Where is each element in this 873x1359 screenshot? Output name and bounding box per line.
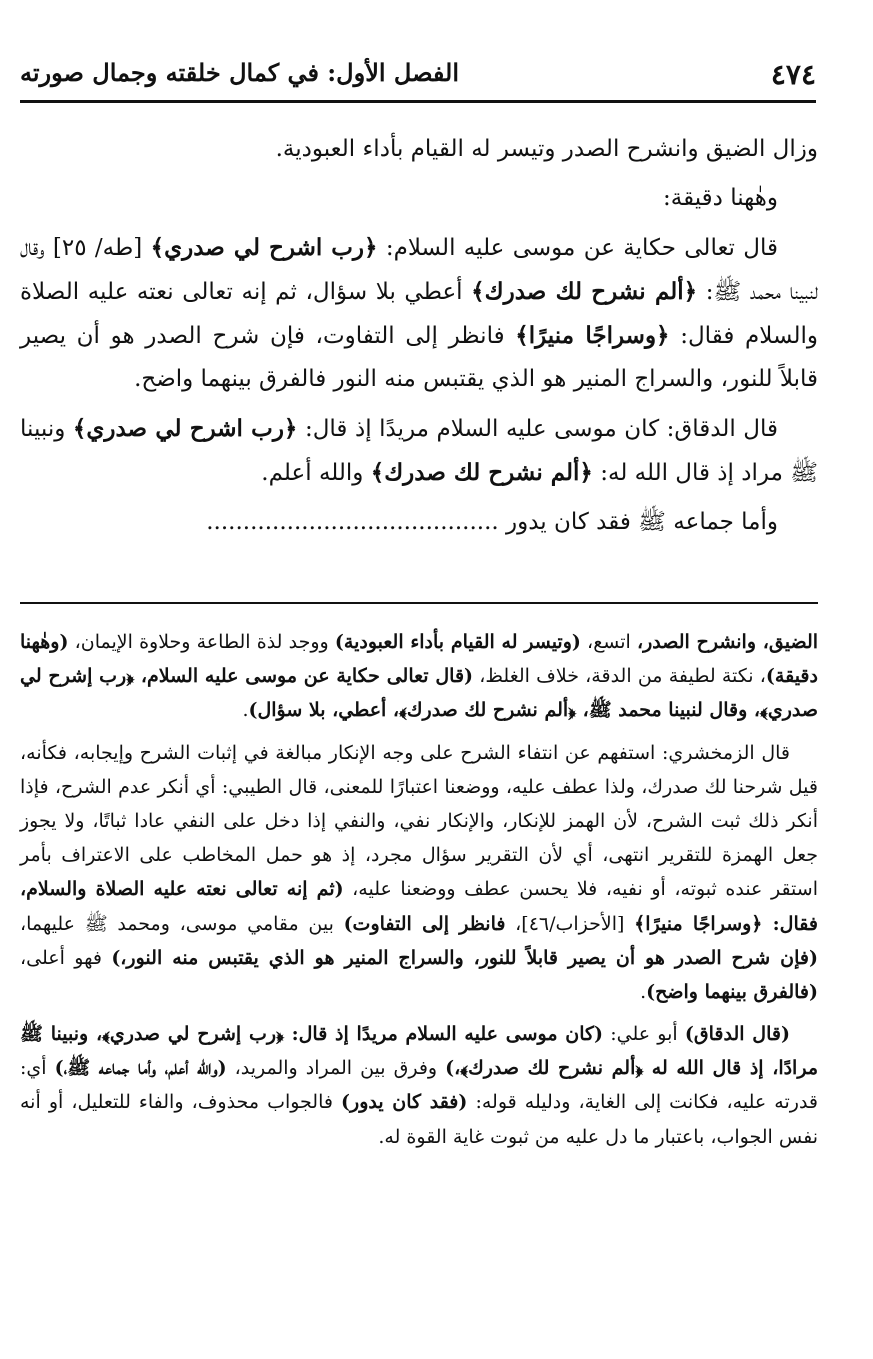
running-title: الفصل الأول: في كمال خلقته وجمال صورته [20, 58, 460, 87]
commentary-span: فهو أعلى، [20, 946, 112, 969]
main-paragraph-4 [20, 407, 818, 495]
commentary-span: . [242, 699, 249, 722]
commentary-span: اتسع، [580, 631, 637, 653]
commentary-span: أي: قدرته عليه، فكانت إلى الغاية، ودليله قوله: [20, 1057, 819, 1114]
commentary-bold: الضيق، وانشرح الصدر، [637, 631, 819, 653]
main-text-span: أعطي بلا سؤال، ثم إنه تعالى نعته عليه الصلاة والسلام فقال: [20, 279, 818, 349]
main-paragraph-3 [20, 226, 818, 401]
main-text-span: ونبينا ﷺ مراد إذ قال الله له: [20, 416, 818, 486]
main-text-span: وزال الضيق وانشرح الصدر وتيسر له القيام بأداء العبودية. [275, 136, 818, 162]
main-text [20, 128, 818, 550]
commentary-span: . [640, 980, 647, 1003]
main-text-span: وأما جماعه ﷺ فقد كان يدور [498, 509, 778, 535]
page-number: ٤٧٤ [770, 58, 816, 91]
quran-verse: ﴿ألم نشرح لك صدرك﴾ [370, 459, 593, 486]
commentary-bold: (قال تعالى حكاية عن موسى عليه السلام، ﴿رب إشرح لي صدري﴾، وقال لنبينا محمد ﷺ، ﴿ألم نشرح لك صدرك﴾، أعطي، بلا سؤال) [20, 665, 818, 722]
ellipsis-dots: ........................................ [206, 509, 499, 535]
commentary-bold: (كان موسى عليه السلام مريدًا إذ قال: ﴿رب إشرح لي صدري﴾، ونبينا ﷺ مرادًا، إذ قال الله له ﴿ألم نشرح لك صدرك﴾،) [20, 1023, 819, 1080]
commentary-divider [20, 602, 818, 604]
commentary-paragraph-3 [20, 1017, 818, 1154]
commentary-bold: (وهٰهنا دقيقة) [20, 631, 818, 688]
commentary-span: أبو علي: [603, 1023, 685, 1046]
main-paragraph-2 [20, 177, 818, 220]
commentary-span: [الأحزاب/٤٦]، [505, 912, 635, 935]
commentary-bold: (قال الدقاق) [684, 1023, 790, 1046]
quran-verse: ﴿رب اشرح لي صدري﴾ [150, 234, 378, 261]
commentary-paragraph-2 [20, 736, 818, 1010]
quran-verse: ﴿ألم نشرح لك صدرك﴾ [471, 278, 698, 305]
main-text-span: وهٰهنا دقيقة: [663, 185, 778, 211]
commentary-bold: (فإن شرح الصدر هو أن يصير قابلاً للنور، والسراج المنير هو الذي يقتبس منه النور،) [111, 946, 818, 969]
commentary-bold: (وتيسر له القيام بأداء العبودية) [334, 631, 581, 653]
header-rule [20, 100, 816, 103]
commentary-span: بين مقامي موسى، ومحمد ﷺ عليهما، [20, 912, 344, 935]
commentary-span: فالجواب محذوف، والفاء للتعليل، أو أنه نفس الجواب، باعتبار ما دل عليه من ثبوت غاية القوة له. [20, 1091, 818, 1148]
commentary-paragraph-1 [20, 625, 818, 728]
main-text-span: والله أعلم. [261, 460, 371, 486]
commentary-bold: (والله أعلم، وأما جماعه ﷺ،) [54, 1057, 227, 1080]
main-text-span: [طه/ ٢٥] وقال لنبينا محمد ﷺ: [20, 235, 818, 305]
commentary-bold: (فالفرق بينهما واضح) [646, 980, 818, 1003]
main-text-span: قال تعالى حكاية عن موسى عليه السلام: [377, 235, 778, 261]
commentary-bold: (ثم إنه تعالى نعته عليه الصلاة والسلام، فقال: ﴿وسراجًا منيرًا﴾ [20, 878, 818, 935]
commentary-bold: (فقد كان يدور) [341, 1091, 468, 1114]
main-paragraph-1 [20, 128, 818, 171]
quran-verse: ﴿وسراجًا منيرًا﴾ [515, 322, 670, 349]
commentary-text [20, 625, 818, 1162]
page-header [20, 52, 816, 96]
commentary-span: وفرق بين المراد والمريد، [226, 1057, 446, 1080]
commentary-bold: فانظر إلى التفاوت) [343, 912, 506, 935]
main-paragraph-5 [20, 501, 818, 544]
commentary-span: ووجد لذة الطاعة وحلاوة الإيمان، [68, 631, 335, 653]
quran-verse: ﴿رب اشرح لي صدري﴾ [72, 415, 298, 442]
main-text-span: قال الدقاق: كان موسى عليه السلام مريدًا إذ قال: [297, 416, 779, 442]
main-text-span: فانظر إلى التفاوت، فإن شرح الصدر هو أن يصير قابلاً للنور، والسراج المنير هو الذي يقتبس منه النور فالفرق بينهما واضح. [20, 323, 818, 392]
commentary-span: قال الزمخشري: استفهم عن انتفاء الشرح على وجه الإنكار مبالغة في إثبات الشرح وإيجابه، فكأنه، قيل شرحنا لك صدرك، ولذا عطف عليه، ووضعنا اعتبارًا للمعنى، قال الطيبي: أي أنكر عدم الشرح، فإذا أنكر ذلك ثبت الشرح، لأن الهمز للإنكار، والإنكار نفي، والنفي إذا دخل على النفي عادا ثباتًا، ولا يجوز جعل الهمزة للتقرير انتهى، أي لأن التقرير سؤال مجرد، إذ هو حمل المخاطب على الاعتراف بأمر استقر عنده ثبوته، أو نفيه، فلا يحسن عطف ووضعنا عليه، [20, 741, 818, 901]
commentary-span: ، نكتة لطيفة من الدقة، خلاف الغلظ، [473, 665, 766, 688]
